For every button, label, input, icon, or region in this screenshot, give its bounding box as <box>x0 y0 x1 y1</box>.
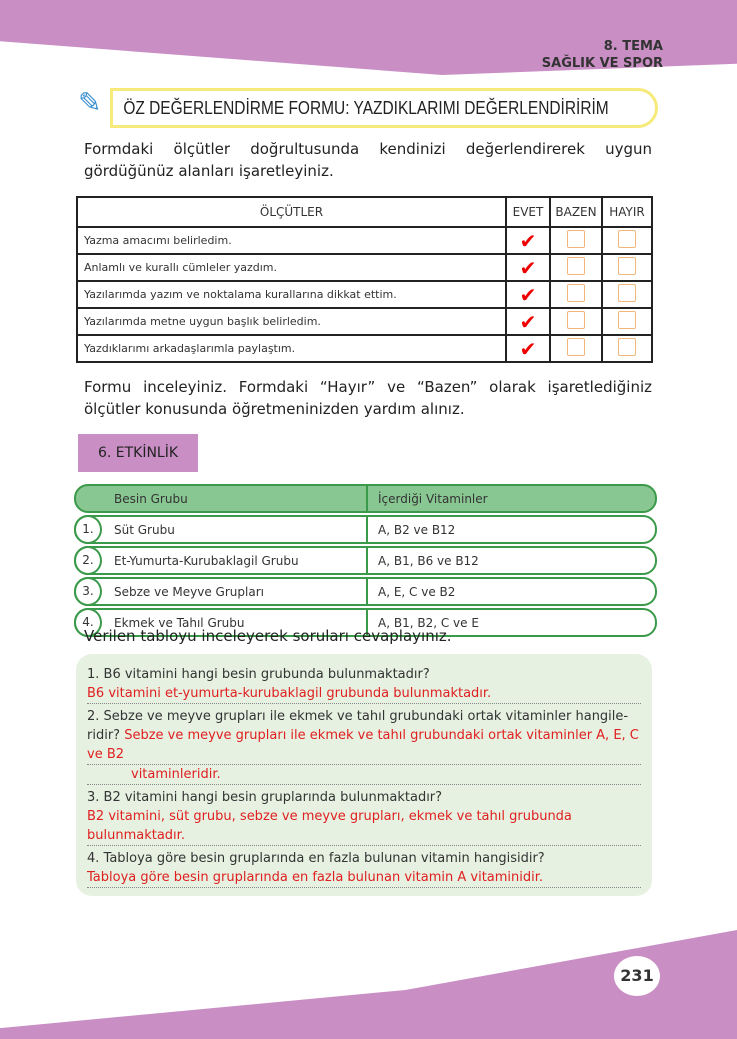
theme-name: SAĞLIK VE SPOR <box>541 56 663 71</box>
row-number: 3. <box>74 577 102 606</box>
activity-badge <box>78 434 198 472</box>
table-row <box>74 546 657 575</box>
pencil-icon: ✎ <box>78 86 102 119</box>
check-icon[interactable]: ✔ <box>506 281 550 308</box>
checkbox[interactable] <box>567 230 585 248</box>
page-title: ÖZ DEĞERLENDİRME FORMU: YAZDIKLARIMI DEĞERLENDİRİRİM <box>123 98 609 118</box>
table-row <box>77 281 652 308</box>
page-title-frame <box>110 88 658 128</box>
answer-block <box>87 726 641 765</box>
vitamins: A, B1, B2, C ve E <box>366 610 479 635</box>
answer[interactable]: vitaminleridir. <box>87 765 641 785</box>
table-row <box>77 227 652 254</box>
table-row <box>77 335 652 362</box>
food-group: Süt Grubu <box>114 522 175 537</box>
col-header: HAYIR <box>602 197 652 227</box>
row-number: 1. <box>74 515 102 544</box>
checkbox[interactable] <box>567 284 585 302</box>
answer[interactable]: B2 vitamini, süt grubu, sebze ve meyve grupları, ekmek ve tahıl grubunda bulunmaktadır. <box>87 807 641 846</box>
food-group: Et-Yumurta-Kurubaklagil Grubu <box>114 553 299 568</box>
food-group: Ekmek ve Tahıl Grubu <box>114 615 245 630</box>
question: 3. B2 vitamini hangi besin gruplarında bulunmaktadır? <box>87 790 443 805</box>
vitamins: A, E, C ve B2 <box>366 579 455 604</box>
col-header: EVET <box>506 197 550 227</box>
criterion: Anlamlı ve kurallı cümleler yazdım. <box>77 254 506 281</box>
check-icon[interactable]: ✔ <box>506 254 550 281</box>
checkbox[interactable] <box>618 257 636 275</box>
self-assessment-table <box>76 196 653 363</box>
intro-text: Formdaki ölçütler doğrultusunda kendinizi değerlendirerek uygun gördüğünüz alanları işaretleyiniz. <box>84 140 652 180</box>
checkbox[interactable] <box>618 311 636 329</box>
answer[interactable]: B6 vitamini et-yumurta-kurubaklagil grubunda bulunmaktadır. <box>87 684 641 704</box>
check-icon[interactable]: ✔ <box>506 308 550 335</box>
question: 4. Tabloya göre besin gruplarında en fazla bulunan vitamin hangisidir? <box>87 851 545 866</box>
col-header: BAZEN <box>550 197 602 227</box>
answer[interactable]: Tabloya göre besin gruplarında en fazla bulunan vitamin A vitaminidir. <box>87 868 641 888</box>
table-row <box>77 308 652 335</box>
criterion: Yazdıklarımı arkadaşlarımla paylaştım. <box>77 335 506 362</box>
criterion: Yazılarımda yazım ve noktalama kurallarına dikkat ettim. <box>77 281 506 308</box>
answer[interactable]: Sebze ve meyve grupları ile ekmek ve tahıl grubundaki ortak vitaminler A, E, C ve B2 <box>87 728 639 762</box>
col-header: Besin Grubu <box>114 491 188 506</box>
theme-number: 8. TEMA <box>603 39 663 54</box>
question: 2. Sebze ve meyve grupları ile ekmek ve tahıl grubundaki ortak vitaminler hangile- <box>87 709 629 724</box>
food-group: Sebze ve Meyve Grupları <box>114 584 264 599</box>
table-row <box>74 577 657 606</box>
page-number: 231 <box>610 952 664 1000</box>
row-number: 2. <box>74 546 102 575</box>
activity-label: 6. ETKİNLİK <box>97 445 179 461</box>
checkbox[interactable] <box>567 338 585 356</box>
table-row <box>77 254 652 281</box>
question: 1. B6 vitamini hangi besin grubunda bulunmaktadır? <box>87 667 430 682</box>
checkbox[interactable] <box>567 257 585 275</box>
instruction-text: Verilen tabloyu inceleyerek soruları cevaplayınız. <box>84 627 452 645</box>
check-icon[interactable]: ✔ <box>506 335 550 362</box>
col-header: ÖLÇÜTLER <box>77 197 506 227</box>
check-icon[interactable]: ✔ <box>506 227 550 254</box>
theme-label <box>542 38 663 72</box>
row-number: 4. <box>74 608 102 637</box>
vitamin-table <box>74 484 657 639</box>
vitamins: A, B1, B6 ve B12 <box>366 548 479 573</box>
checkbox[interactable] <box>618 230 636 248</box>
question: ridir? <box>87 728 121 743</box>
note-text: Formu inceleyiniz. Formdaki “Hayır” ve “Bazen” olarak işaretlediğiniz ölçütler konusunda öğretmeninizden yardım alınız. <box>84 378 652 418</box>
checkbox[interactable] <box>618 338 636 356</box>
vitamins: A, B2 ve B12 <box>366 517 455 542</box>
checkbox[interactable] <box>618 284 636 302</box>
table-header <box>74 484 657 513</box>
criterion: Yazma amacımı belirledim. <box>77 227 506 254</box>
table-row <box>74 515 657 544</box>
criterion: Yazılarımda metne uygun başlık belirledim. <box>77 308 506 335</box>
questions-panel <box>76 654 652 896</box>
checkbox[interactable] <box>567 311 585 329</box>
col-header: İçerdiği Vitaminler <box>366 486 488 511</box>
